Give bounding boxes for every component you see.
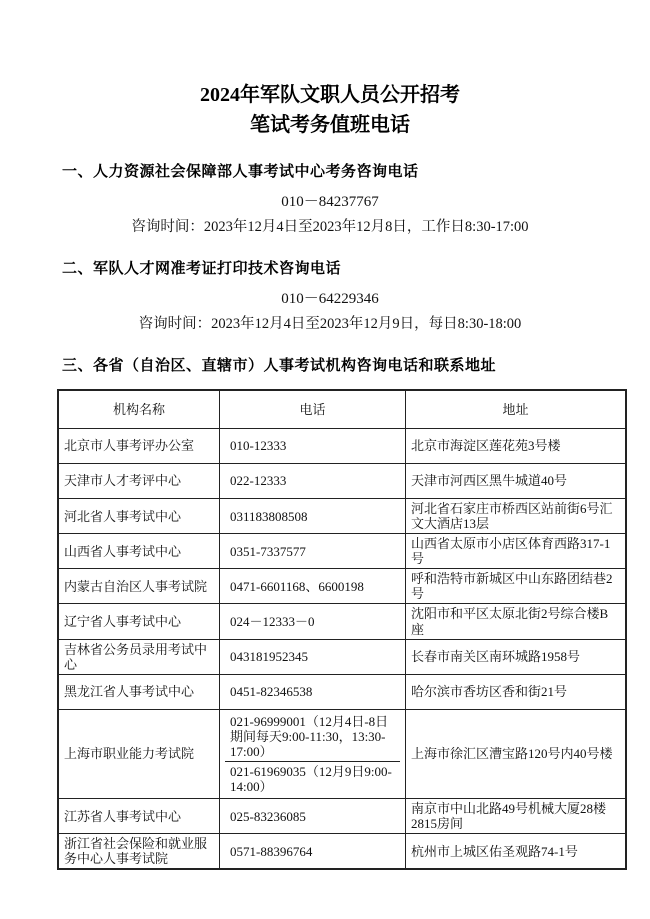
address-cell: 呼和浩特市新城区中山东路团结巷2号 <box>406 569 627 604</box>
org-name-cell: 辽宁省人事考试中心 <box>58 604 220 639</box>
phone-cell <box>220 464 406 499</box>
table-row <box>58 709 626 798</box>
table-row <box>58 429 626 464</box>
phone-value: 021-96999001（12月4日-8日期间每天9:00-11:30，13:30-17:00） <box>230 713 389 759</box>
address-cell: 天津市河西区黑牛城道40号 <box>406 464 627 499</box>
org-name-cell: 吉林省公务员录用考试中心 <box>58 639 220 674</box>
table-row <box>58 834 626 870</box>
table-row <box>58 799 626 834</box>
phone-value: 025-83236085 <box>230 808 306 824</box>
doc-title-line1: 2024年军队文职人员公开招考 <box>200 84 460 106</box>
phone-cell <box>220 429 406 464</box>
phone-value: 031183808508 <box>230 508 308 524</box>
phone-value: 024－12333－0 <box>230 614 315 629</box>
org-name-cell: 上海市职业能力考试院 <box>58 709 220 798</box>
phone-value: 021-61969035（12月9日9:00-14:00） <box>225 761 400 796</box>
address-cell: 北京市海淀区莲花苑3号楼 <box>406 429 627 464</box>
address-cell: 河北省石家庄市桥西区站前街6号汇文大酒店13层 <box>406 499 627 534</box>
doc-title <box>57 80 603 140</box>
address-cell: 山西省太原市小店区体育西路317-1号 <box>406 534 627 569</box>
org-name-cell: 河北省人事考试中心 <box>58 499 220 534</box>
phone-cell <box>220 799 406 834</box>
phone-cell <box>220 709 406 798</box>
address-cell: 南京市中山北路49号机械大厦28楼2815房间 <box>406 799 627 834</box>
phone-cell <box>220 604 406 639</box>
phone-value: 0571-88396764 <box>230 843 313 859</box>
section2-heading: 二、军队人才网准考证打印技术咨询电话 <box>62 260 342 277</box>
table-row <box>58 674 626 709</box>
address-cell: 沈阳市和平区太原北街2号综合楼B座 <box>406 604 627 639</box>
org-name-cell: 黑龙江省人事考试中心 <box>58 674 220 709</box>
phone-value: 0351-7337577 <box>230 543 306 559</box>
section2-time: 咨询时间：2023年12月4日至2023年12月9日，每日8:30-18:00 <box>138 316 522 332</box>
col-header-phone: 电话 <box>220 390 406 429</box>
table-row <box>58 569 626 604</box>
address-cell: 上海市徐汇区漕宝路120号内40号楼 <box>406 709 627 798</box>
table-row <box>58 534 626 569</box>
phone-cell <box>220 499 406 534</box>
phone-cell <box>220 639 406 674</box>
phone-cell <box>220 674 406 709</box>
address-cell: 杭州市上城区佑圣观路74-1号 <box>406 834 627 870</box>
table-row <box>58 604 626 639</box>
section1-time: 咨询时间：2023年12月4日至2023年12月8日，工作日8:30-17:00 <box>131 219 529 235</box>
header-row <box>58 390 626 429</box>
phone-cell <box>220 834 406 870</box>
table-row <box>58 639 626 674</box>
org-name-cell: 内蒙古自治区人事考试院 <box>58 569 220 604</box>
phone-value: 010-12333 <box>230 438 287 454</box>
exam-contact-table <box>57 389 627 870</box>
table-row <box>58 464 626 499</box>
phone-cell <box>220 534 406 569</box>
org-name-cell: 江苏省人事考试中心 <box>58 799 220 834</box>
address-cell: 哈尔滨市香坊区香和街21号 <box>406 674 627 709</box>
section1-phone: 010－84237767 <box>281 194 379 210</box>
address-cell: 长春市南关区南环城路1958号 <box>406 639 627 674</box>
phone-value: 0471-6601168、6600198 <box>230 578 364 594</box>
section1-heading: 一、人力资源社会保障部人事考试中心考务咨询电话 <box>62 163 419 180</box>
section2-phone: 010－64229346 <box>281 291 379 307</box>
phone-value: 0451-82346538 <box>230 684 313 700</box>
phone-cell <box>220 569 406 604</box>
section3-heading: 三、各省（自治区、直辖市）人事考试机构咨询电话和联系地址 <box>62 357 497 374</box>
phone-value: 022-12333 <box>230 473 287 489</box>
table-row <box>58 499 626 534</box>
doc-title-line2: 笔试考务值班电话 <box>250 114 410 136</box>
org-name-cell: 天津市人才考评中心 <box>58 464 220 499</box>
org-name-cell: 浙江省社会保险和就业服务中心人事考试院 <box>58 834 220 870</box>
org-name-cell: 北京市人事考评办公室 <box>58 429 220 464</box>
col-header-org-name: 机构名称 <box>58 390 220 429</box>
phone-value: 043181952345 <box>230 649 308 665</box>
col-header-address: 地址 <box>406 390 627 429</box>
org-name-cell: 山西省人事考试中心 <box>58 534 220 569</box>
exam-table-body <box>58 429 626 870</box>
exam-table-header <box>58 390 626 429</box>
